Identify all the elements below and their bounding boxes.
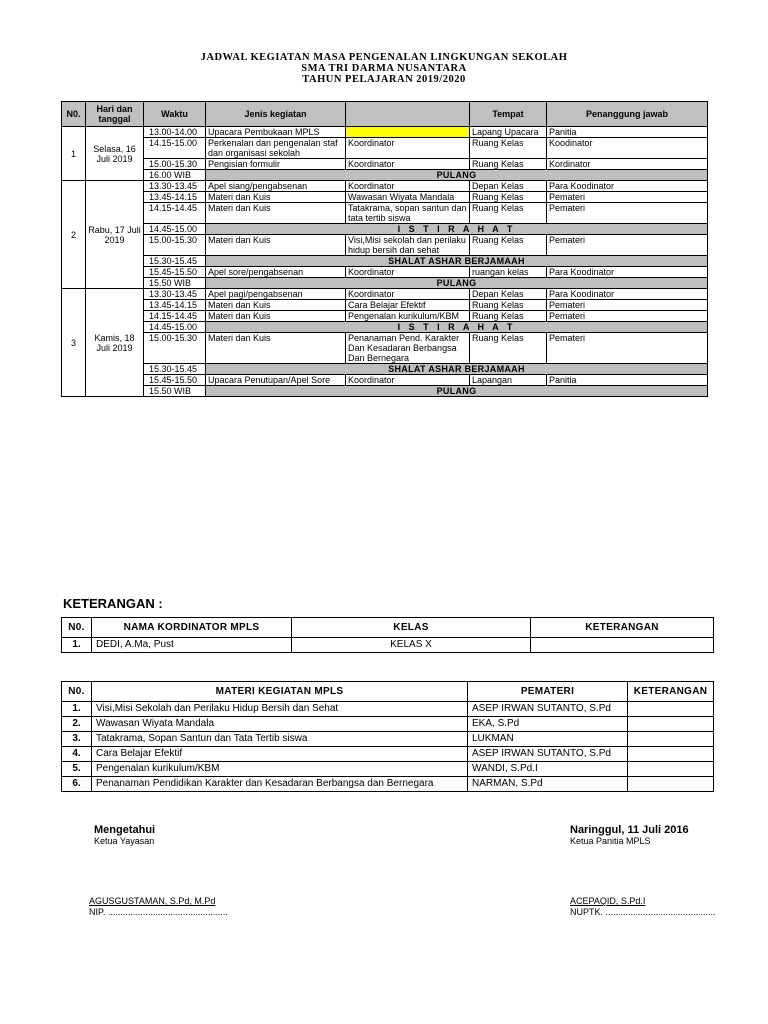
- coordinator-header-row: [62, 618, 714, 638]
- sig-left-role: Ketua Yayasan: [94, 836, 155, 846]
- pic-cell: Panitia: [547, 375, 708, 386]
- materi-no: 5.: [62, 762, 92, 777]
- day-date: Kamis, 18 Juli 2019: [86, 289, 144, 397]
- koord-kelas: KELAS X: [292, 638, 531, 653]
- coordinator-cell: Koordinator: [346, 138, 470, 159]
- place-cell: Lapang Upacara: [470, 127, 547, 138]
- koord-col-kelas: KELAS: [292, 618, 531, 638]
- band-label: I S T I R A H A T: [206, 224, 708, 235]
- sig-left-name: AGUSGUSTAMAN, S.Pd, M.Pd: [89, 896, 216, 906]
- place-cell: Ruang Kelas: [470, 203, 547, 224]
- schedule-band-row: [62, 364, 708, 375]
- place-cell: ruangan kelas: [470, 267, 547, 278]
- coordinator-cell: Tatakrama, sopan santun dan tata tertib siswa: [346, 203, 470, 224]
- time-cell: 13.45-14.15: [144, 300, 206, 311]
- materi-col-pemateri: PEMATERI: [468, 682, 628, 702]
- schedule-row: [62, 311, 708, 322]
- activity-cell: Materi dan Kuis: [206, 192, 346, 203]
- time-cell: 15.45-15.50: [144, 375, 206, 386]
- materi-pemateri: ASEP IRWAN SUTANTO, S.Pd: [468, 747, 628, 762]
- coordinator-cell: Koordinator: [346, 289, 470, 300]
- coordinator-cell: Visi,Misi sekolah dan perilaku hidup bersih dan sehat: [346, 235, 470, 256]
- pic-cell: Kordinator: [547, 159, 708, 170]
- time-cell: 15.00-15.30: [144, 159, 206, 170]
- coordinator-cell: Koordinator: [346, 267, 470, 278]
- col-date: Hari dan tanggal: [86, 102, 144, 127]
- coordinator-cell: Koordinator: [346, 159, 470, 170]
- schedule-row: [62, 267, 708, 278]
- materi-title: Wawasan Wiyata Mandala: [92, 717, 468, 732]
- sig-right-name: ACEPAQID, S.Pd.I: [570, 896, 646, 906]
- pic-cell: Pemateri: [547, 235, 708, 256]
- materi-pemateri: EKA, S.Pd: [468, 717, 628, 732]
- place-cell: Ruang Kelas: [470, 138, 547, 159]
- activity-cell: Materi dan Kuis: [206, 203, 346, 224]
- activity-cell: Perkenalan dan pengenalan staf dan organisasi sekolah: [206, 138, 346, 159]
- materi-row: [62, 777, 714, 792]
- materi-no: 6.: [62, 777, 92, 792]
- materi-ket: [628, 702, 714, 717]
- schedule-table: [61, 101, 708, 397]
- schedule-row: [62, 375, 708, 386]
- activity-cell: Upacara Pembukaan MPLS: [206, 127, 346, 138]
- materi-col-materi: MATERI KEGIATAN MPLS: [92, 682, 468, 702]
- band-label: PULANG: [206, 278, 708, 289]
- pic-cell: Pemateri: [547, 333, 708, 364]
- materi-header-row: [62, 682, 714, 702]
- signature-right-name-block: [570, 896, 716, 918]
- schedule-row: [62, 192, 708, 203]
- schedule-row: [62, 289, 708, 300]
- place-cell: Depan Kelas: [470, 181, 547, 192]
- pic-cell: Pemateri: [547, 300, 708, 311]
- pic-cell: Koodinator: [547, 138, 708, 159]
- pic-cell: Pemateri: [547, 311, 708, 322]
- koord-name: DEDI, A.Ma, Pust: [92, 638, 292, 653]
- schedule-band-row: [62, 224, 708, 235]
- schedule-band-row: [62, 386, 708, 397]
- pic-cell: Panitia: [547, 127, 708, 138]
- schedule-band-row: [62, 170, 708, 181]
- col-activity: Jenis kegiatan: [206, 102, 346, 127]
- coordinator-cell: Koordinator: [346, 181, 470, 192]
- schedule-row: [62, 333, 708, 364]
- materi-title: Penanaman Pendidikan Karakter dan Kesadaran Berbangsa dan Bernegara: [92, 777, 468, 792]
- materi-ket: [628, 747, 714, 762]
- place-cell: Ruang Kelas: [470, 235, 547, 256]
- band-label: SHALAT ASHAR BERJAMAAH: [206, 364, 708, 375]
- pic-cell: Para Koodinator: [547, 289, 708, 300]
- band-label: I S T I R A H A T: [206, 322, 708, 333]
- col-coordinator: [346, 102, 470, 127]
- koord-col-no: N0.: [62, 618, 92, 638]
- time-cell: 14.15-14.45: [144, 311, 206, 322]
- coordinator-cell: Wawasan Wiyata Mandala: [346, 192, 470, 203]
- day-date: Rabu, 17 Juli 2019: [86, 181, 144, 289]
- schedule-row: [62, 235, 708, 256]
- time-cell: 15.30-15.45: [144, 256, 206, 267]
- schedule-header-row: [62, 102, 708, 127]
- materi-pemateri: NARMAN, S.Pd: [468, 777, 628, 792]
- koord-no: 1.: [62, 638, 92, 653]
- materi-no: 4.: [62, 747, 92, 762]
- pic-cell: Para Koodinator: [547, 181, 708, 192]
- activity-cell: Apel siang/pengabsenan: [206, 181, 346, 192]
- coordinator-cell: Pengenalan kurikulum/KBM: [346, 311, 470, 322]
- band-label: PULANG: [206, 170, 708, 181]
- materi-title: Tatakrama, Sopan Santun dan Tata Tertib siswa: [92, 732, 468, 747]
- materi-ket: [628, 732, 714, 747]
- materi-row: [62, 702, 714, 717]
- materi-no: 2.: [62, 717, 92, 732]
- col-no: N0.: [62, 102, 86, 127]
- place-cell: Ruang Kelas: [470, 311, 547, 322]
- coordinator-cell: Koordinator: [346, 375, 470, 386]
- materi-no: 1.: [62, 702, 92, 717]
- time-cell: 15.00-15.30: [144, 333, 206, 364]
- materi-no: 3.: [62, 732, 92, 747]
- time-cell: 13.45-14.15: [144, 192, 206, 203]
- school-name: SMA TRI DARMA NUSANTARA: [301, 63, 467, 74]
- doc-title: JADWAL KEGIATAN MASA PENGENALAN LINGKUNGAN SEKOLAH: [200, 52, 568, 63]
- materi-table: [61, 681, 714, 792]
- time-cell: 14.15-14.45: [144, 203, 206, 224]
- materi-ket: [628, 717, 714, 732]
- materi-row: [62, 732, 714, 747]
- pic-cell: Para Koodinator: [547, 267, 708, 278]
- coordinator-row: [62, 638, 714, 653]
- sig-right-id: NUPTK. ............................................: [570, 907, 716, 917]
- coordinator-cell: [346, 127, 470, 138]
- sig-left-id: NIP. ................................................: [89, 907, 228, 917]
- schedule-band-row: [62, 256, 708, 267]
- time-cell: 13.30-13.45: [144, 289, 206, 300]
- day-number: 2: [62, 181, 86, 289]
- materi-title: Visi,Misi Sekolah dan Perilaku Hidup Bersih dan Sehat: [92, 702, 468, 717]
- academic-year: TAHUN PELAJARAN 2019/2020: [302, 74, 466, 85]
- sig-right-role: Ketua Panitia MPLS: [570, 836, 651, 846]
- time-cell: 15.45-15.50: [144, 267, 206, 278]
- coordinator-cell: Penanaman Pend. Karakter Dan Kesadaran Berbangsa Dan Bernegara: [346, 333, 470, 364]
- activity-cell: Pengisian formulir: [206, 159, 346, 170]
- activity-cell: Materi dan Kuis: [206, 300, 346, 311]
- activity-cell: Upacara Penutupan/Apel Sore: [206, 375, 346, 386]
- materi-title: Cara Belajar Efektif: [92, 747, 468, 762]
- activity-cell: Apel pagi/pengabsenan: [206, 289, 346, 300]
- coordinator-table: [61, 617, 714, 653]
- col-place: Tempat: [470, 102, 547, 127]
- materi-ket: [628, 777, 714, 792]
- materi-ket: [628, 762, 714, 777]
- time-cell: 15.50 WIB: [144, 278, 206, 289]
- time-cell: 15.30-15.45: [144, 364, 206, 375]
- materi-col-ket: KETERANGAN: [628, 682, 714, 702]
- band-label: PULANG: [206, 386, 708, 397]
- keterangan-title: KETERANGAN :: [63, 596, 163, 611]
- time-cell: 16.00 WIB: [144, 170, 206, 181]
- day-number: 1: [62, 127, 86, 181]
- signature-right: [570, 824, 689, 846]
- time-cell: 14.45-15.00: [144, 322, 206, 333]
- schedule-row: [62, 159, 708, 170]
- time-cell: 14.45-15.00: [144, 224, 206, 235]
- pic-cell: Pemateri: [547, 203, 708, 224]
- koord-ket: [531, 638, 714, 653]
- place-cell: Ruang Kelas: [470, 333, 547, 364]
- place-cell: Ruang Kelas: [470, 192, 547, 203]
- activity-cell: Materi dan Kuis: [206, 311, 346, 322]
- schedule-row: [62, 138, 708, 159]
- materi-pemateri: WANDI, S.Pd.I: [468, 762, 628, 777]
- coordinator-cell: Cara Belajar Efektif: [346, 300, 470, 311]
- schedule-row: [62, 181, 708, 192]
- schedule-band-row: [62, 278, 708, 289]
- materi-row: [62, 762, 714, 777]
- schedule-row: [62, 300, 708, 311]
- col-time: Waktu: [144, 102, 206, 127]
- time-cell: 14.15-15.00: [144, 138, 206, 159]
- time-cell: 13.00-14.00: [144, 127, 206, 138]
- materi-title: Pengenalan kurikulum/KBM: [92, 762, 468, 777]
- materi-row: [62, 717, 714, 732]
- pic-cell: Pemateri: [547, 192, 708, 203]
- sig-right-heading: Naringgul, 11 Juli 2016: [570, 824, 689, 836]
- materi-pemateri: ASEP IRWAN SUTANTO, S.Pd: [468, 702, 628, 717]
- koord-col-ket: KETERANGAN: [531, 618, 714, 638]
- materi-pemateri: LUKMAN: [468, 732, 628, 747]
- place-cell: Lapangan: [470, 375, 547, 386]
- signature-left: [94, 824, 155, 846]
- time-cell: 15.00-15.30: [144, 235, 206, 256]
- materi-col-no: N0.: [62, 682, 92, 702]
- place-cell: Depan Kelas: [470, 289, 547, 300]
- time-cell: 15.50 WIB: [144, 386, 206, 397]
- materi-row: [62, 747, 714, 762]
- place-cell: Ruang Kelas: [470, 159, 547, 170]
- col-pic: Penanggung jawab: [547, 102, 708, 127]
- band-label: SHALAT ASHAR BERJAMAAH: [206, 256, 708, 267]
- activity-cell: Apel sore/pengabsenan: [206, 267, 346, 278]
- day-date: Selasa, 16 Juli 2019: [86, 127, 144, 181]
- time-cell: 13.30-13.45: [144, 181, 206, 192]
- schedule-band-row: [62, 322, 708, 333]
- sig-left-heading: Mengetahui: [94, 824, 156, 836]
- place-cell: Ruang Kelas: [470, 300, 547, 311]
- activity-cell: Materi dan Kuis: [206, 235, 346, 256]
- day-number: 3: [62, 289, 86, 397]
- koord-col-name: NAMA KORDINATOR MPLS: [92, 618, 292, 638]
- schedule-row: [62, 127, 708, 138]
- activity-cell: Materi dan Kuis: [206, 333, 346, 364]
- signature-left-name-block: [89, 896, 228, 918]
- schedule-row: [62, 203, 708, 224]
